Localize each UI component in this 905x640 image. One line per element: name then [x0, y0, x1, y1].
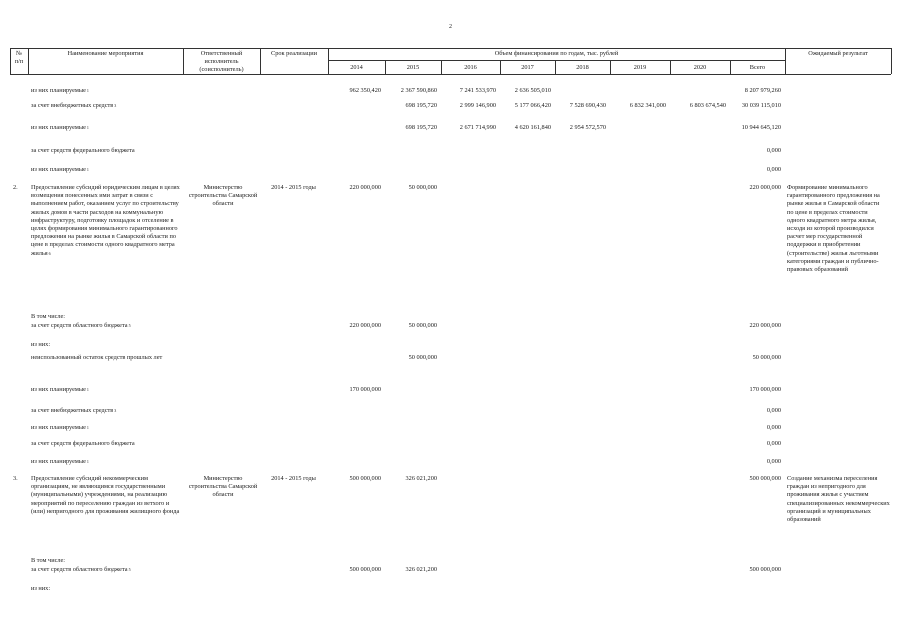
row-label: из них планируемые $^1$ [31, 124, 89, 131]
amount-cell: 500 000,000 [749, 566, 781, 573]
row-label: за счет средств федерального бюджета [31, 147, 135, 154]
header-year: Всего [749, 64, 766, 71]
amount-cell: 0,000 [766, 440, 781, 447]
including-label: В том числе: [31, 313, 66, 320]
header-num: № [15, 50, 22, 57]
amount-cell: 2 671 714,990 [459, 124, 496, 131]
footnote-marker: 5 [127, 567, 131, 572]
header-year: 2015 [406, 64, 420, 71]
footnote-marker: 1 [85, 387, 89, 392]
item-number: 3. [13, 475, 18, 482]
footnote-marker: 1 [85, 167, 89, 172]
row-label: из них планируемые $^1$ [31, 424, 89, 431]
amount-cell: 7 528 690,430 [569, 102, 606, 109]
footnote-marker: 3 [113, 103, 117, 108]
row-label: из них: [31, 341, 51, 348]
amount-cell: 30 039 115,010 [741, 102, 781, 109]
footnote-marker: 6 [47, 250, 51, 256]
amount-cell: 220 000,000 [749, 184, 781, 191]
amount-cell: 170 000,000 [349, 386, 381, 393]
header-year: 2016 [464, 64, 477, 71]
amount-cell: 50 000,000 [408, 184, 437, 191]
row-label: из них планируемые $^1$ [31, 386, 89, 393]
row-label: из них планируемые $^1$ [31, 166, 89, 173]
amount-cell: 220 000,000 [349, 184, 381, 191]
amount-cell: 50 000,000 [752, 354, 781, 361]
amount-cell: 326 021,200 [405, 566, 437, 573]
footnote-marker: 5 [127, 323, 131, 328]
including-label: В том числе: [31, 557, 66, 564]
row-label: из них планируемые $^1$ [31, 458, 89, 465]
amount-cell: 7 241 533,970 [459, 87, 496, 94]
item-responsible: Министерство строительства Самарской области [188, 475, 258, 498]
amount-cell: 50 000,000 [408, 354, 437, 361]
item-number: 2. [13, 184, 18, 191]
header-column-divider [891, 48, 892, 74]
header-num: п/п [14, 58, 24, 65]
amount-cell: 0,000 [766, 147, 781, 154]
amount-cell: 0,000 [766, 407, 781, 414]
item-name: Предоставление субсидий некоммерческим организациям, не являющимся государственными (муниципальными) учреждениями, на реализацию мероприятий по переселению граждан из ветхого и (или) непригодного для проживания жилищного фонда [31, 475, 180, 515]
item-result: Формирование минимального гарантированного предложения на рынке жилья в Самарской области по цене в пределах стоимости одного квадратного метра жилья, исходя из которой производился расчет мер государственной поддержки в приобретении (строительстве) жилья льготными категориями граждан и публично-правовых образований [787, 184, 880, 274]
amount-cell: 500 000,000 [349, 475, 381, 482]
row-label: за счет внебюджетных средств $^3$ [31, 407, 117, 414]
amount-cell: 220 000,000 [349, 322, 381, 329]
header-term: Срок реализации [271, 50, 317, 57]
amount-cell: 170 000,000 [749, 386, 781, 393]
footnote-marker: 1 [85, 88, 89, 93]
header-column-divider [183, 48, 184, 74]
header-year: 2018 [576, 64, 589, 71]
amount-cell: 10 944 645,120 [741, 124, 781, 131]
header-responsible: Ответственный исполнитель (соисполнитель) [199, 50, 244, 73]
amount-cell: 698 195,720 [405, 124, 437, 131]
amount-cell: 2 999 146,900 [459, 102, 496, 109]
amount-cell: 500 000,000 [749, 475, 781, 482]
footnote-marker: 1 [85, 125, 89, 130]
header-year: 2017 [521, 64, 534, 71]
amount-cell: 0,000 [766, 458, 781, 465]
amount-cell: 50 000,000 [408, 322, 437, 329]
row-label: неиспользованный остаток средств прошлых лет [31, 354, 163, 361]
header-result: Ожидаемый результат [808, 50, 868, 57]
item-responsible: Министерство строительства Самарской области [188, 184, 258, 207]
amount-cell: 2 954 572,570 [569, 124, 606, 131]
amount-cell: 0,000 [766, 424, 781, 431]
header-year: 2020 [693, 64, 707, 71]
amount-cell: 6 803 674,540 [689, 102, 726, 109]
row-label: за счет внебюджетных средств $^3$ [31, 102, 117, 109]
amount-cell: 326 021,200 [405, 475, 437, 482]
page-number: 2 [449, 24, 452, 30]
row-label: из них планируемые $^1$ [31, 87, 89, 94]
row-label: за счет средств федерального бюджета [31, 440, 135, 447]
footnote-marker: 1 [85, 459, 89, 464]
header-funding: Объем финансирования по годам, тыс. рублей [494, 50, 619, 57]
header-top-border [10, 48, 891, 49]
item-term: 2014 - 2015 годы [271, 184, 316, 191]
amount-cell: 0,000 [766, 166, 781, 173]
amount-cell: 220 000,000 [749, 322, 781, 329]
header-year-divider [328, 60, 785, 61]
amount-cell: 4 620 161,840 [514, 124, 551, 131]
header-year: 2014 [350, 64, 363, 71]
footnote-marker: 1 [85, 425, 89, 430]
item-name: Предоставление субсидий юридическим лицам в целях возмещения понесенных ими затрат в связи с выполнением работ, оказанием услуг по строительству жилых домов в части расходов на коммунальную инфраструктуру, подготовку площадок и отселение в целях формирования минимального гарантированного предложения на рынке жилья в Самарской области по цене в пределах стоимости одного квадратного метра жилья $^6$ [31, 184, 180, 257]
amount-cell: 2 636 505,010 [514, 87, 551, 94]
amount-cell: 5 177 066,420 [514, 102, 551, 109]
amount-cell: 962 350,420 [349, 87, 381, 94]
footnote-marker: 3 [113, 408, 117, 413]
amount-cell: 8 207 979,260 [744, 87, 781, 94]
item-result: Создание механизма переселения граждан из непригодного для проживания жилья с участием специализированных некоммерческих организаций и муниципальных образований [787, 475, 890, 524]
amount-cell: 698 195,720 [405, 102, 437, 109]
row-label: за счет средств областного бюджета $^5$ [31, 322, 131, 329]
header-bottom-border [10, 74, 891, 75]
item-term: 2014 - 2015 годы [271, 475, 316, 482]
header-year: 2019 [633, 64, 647, 71]
row-label: из них: [31, 585, 51, 592]
amount-cell: 2 367 590,860 [400, 87, 437, 94]
amount-cell: 6 832 341,000 [629, 102, 666, 109]
header-name: Наименование мероприятия [67, 50, 144, 57]
row-label: за счет средств областного бюджета $^5$ [31, 566, 131, 573]
amount-cell: 500 000,000 [349, 566, 381, 573]
